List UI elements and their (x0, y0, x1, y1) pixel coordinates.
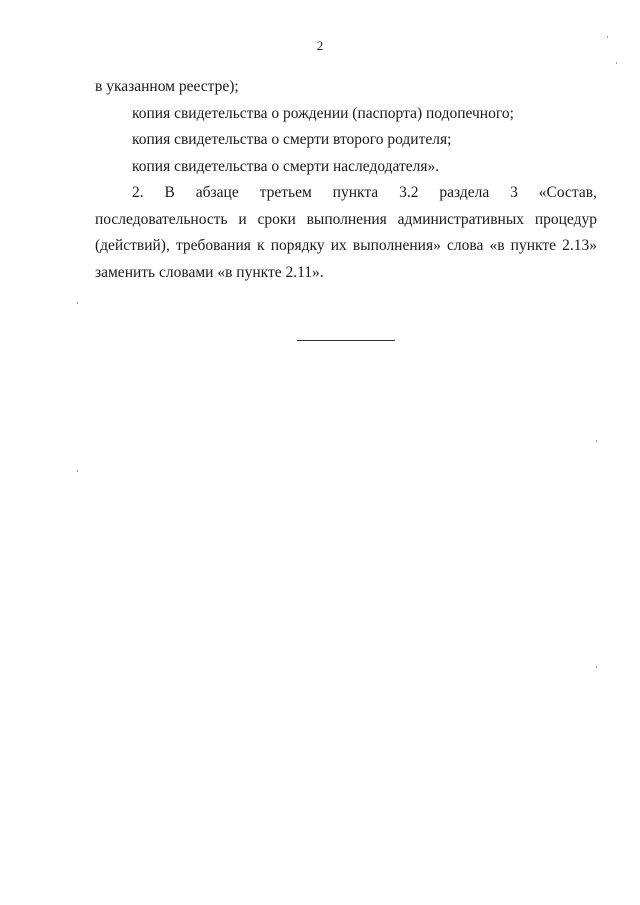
text-line-3: копия свидетельства о смерти второго родителя; (132, 131, 452, 148)
page-number: 2 (316, 38, 324, 53)
text-line-8: заменить словами «в пункте 2.11». (95, 263, 324, 281)
text-line-1: в указанном реестре); (95, 78, 239, 95)
word: раздела (439, 184, 490, 201)
text-line-4: копия свидетельства о смерти наследодателя». (132, 157, 440, 175)
scan-speck (607, 36, 608, 38)
scan-speck (77, 470, 78, 472)
scan-speck (616, 62, 617, 64)
word: 3 (510, 184, 518, 201)
word: «Состав, (538, 184, 597, 201)
scan-speck (596, 440, 597, 442)
word: пункта (332, 184, 379, 201)
text-line-2: копия свидетельства о рождении (паспорта) подопечного; (132, 104, 514, 122)
scan-speck (77, 302, 78, 304)
word: абзаце (195, 184, 239, 201)
text-line-7: (действий), требования к порядку их выполнения» слова «в пункте 2.13» (95, 237, 597, 254)
document-body (95, 74, 597, 286)
text-line-5 (95, 180, 597, 207)
word: третьем (259, 184, 312, 201)
scan-speck (596, 666, 597, 668)
text-line-6: последовательность и сроки выполнения административных процедур (95, 210, 597, 228)
word: 3.2 (399, 184, 419, 201)
word: В (164, 184, 175, 201)
word: 2. (132, 184, 144, 201)
closing-divider (297, 340, 395, 341)
